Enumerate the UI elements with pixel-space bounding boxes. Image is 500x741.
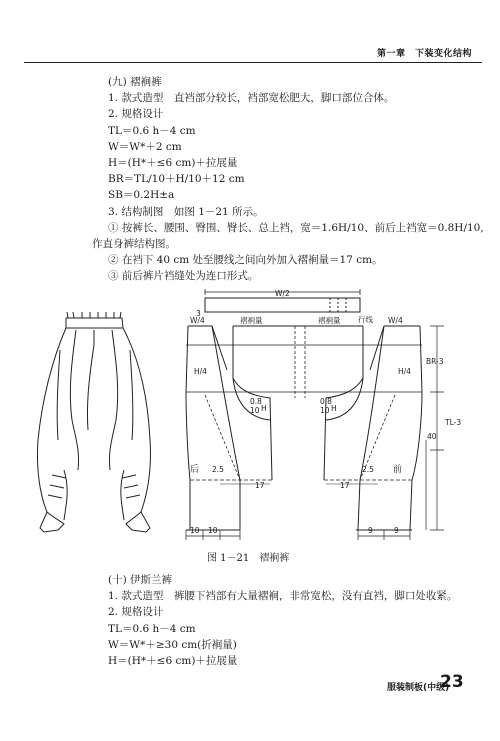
label-25-right: 2.5 xyxy=(362,465,374,474)
label-17-right: 17 xyxy=(340,481,350,490)
section-islamic-trousers xyxy=(108,572,468,669)
text-line: 作直身裤结构图。 xyxy=(92,238,176,251)
formula-line: BR＝TL/10＋H/10＋12 cm xyxy=(108,173,245,186)
label-w4-right: W/4 xyxy=(388,316,403,325)
pattern-figure xyxy=(0,282,500,542)
formula-line: TL＝0.6 h－4 cm xyxy=(108,124,196,137)
label-crotch-right-den: 10 xyxy=(320,406,330,415)
label-crotch-left-h: H xyxy=(261,404,267,413)
label-17-left: 17 xyxy=(255,481,265,490)
label-crotch-left-num: 0.8 xyxy=(250,397,262,406)
section-heading: (九) 褶裥裤 xyxy=(108,76,162,88)
label-back: 后 xyxy=(190,465,200,475)
running-header xyxy=(24,22,482,63)
chapter-title: 第一章 下装变化结构 xyxy=(376,49,472,59)
label-pleat-right: 褶裥量 xyxy=(318,316,341,325)
formula-line: TL＝0.6 h－4 cm xyxy=(108,622,196,635)
label-w2: W/2 xyxy=(275,289,290,298)
label-hem-left-a: 10 xyxy=(190,526,200,535)
label-h4-left: H/4 xyxy=(194,367,207,376)
page-number: 23 xyxy=(440,672,464,692)
label-40: 40 xyxy=(427,432,437,441)
figure-caption: 图 1－21 褶裥裤 xyxy=(207,553,290,564)
label-br3: BR-3 xyxy=(426,357,444,366)
trousers-illustration xyxy=(37,312,150,532)
text-line: 3. 结构制图 如图 1－21 所示。 xyxy=(108,205,264,218)
book-title-footer: 服装制板(中级) xyxy=(387,683,450,693)
pattern-draft xyxy=(186,289,444,540)
label-25-left: 2.5 xyxy=(212,465,224,474)
label-waistband-3: 3 xyxy=(196,309,201,318)
label-front: 前 xyxy=(393,465,403,475)
label-tl3: TL-3 xyxy=(445,418,462,427)
formula-line: W＝W*＋≥30 cm(折裥量) xyxy=(108,638,237,651)
label-h4-right: H/4 xyxy=(398,367,411,376)
label-pleat-left: 褶裥量 xyxy=(240,316,263,325)
text-line: ③ 前后裤片裆缝处为连口形式。 xyxy=(108,270,259,283)
formula-line: H＝(H*＋≤6 cm)＋拉展量 xyxy=(108,655,238,668)
label-crotch-right-num: 0.8 xyxy=(320,397,332,406)
text-line: ① 按裤长、腰围、臀围、臀长、总上裆，宽＝1.6H/10、前后上裆宽＝0.8H/10, xyxy=(108,221,484,234)
label-w4-left: W/4 xyxy=(190,316,205,325)
section-heading: (十) 伊斯兰裤 xyxy=(108,574,173,586)
formula-line: SB＝0.2H±a xyxy=(108,189,175,202)
label-hem-right-a: 9 xyxy=(368,526,373,535)
formula-line: H＝(H*＋≤6 cm)＋拉展量 xyxy=(108,157,238,170)
label-crotch-left-den: 10 xyxy=(250,406,260,415)
text-line: ② 在裆下 40 cm 处至腰线之间向外加入褶裥量＝17 cm。 xyxy=(108,254,383,267)
label-hem-right-b: 9 xyxy=(394,526,399,535)
text-line: 1. 款式造型 裤腰下裆部有大量褶裥，非常宽松，没有直裆，脚口处收紧。 xyxy=(108,590,458,603)
label-line: 行线 xyxy=(358,315,373,324)
text-line: 2. 规格设计 xyxy=(108,606,164,619)
section-pleated-trousers xyxy=(92,74,484,285)
label-hem-left-b: 10 xyxy=(208,526,218,535)
label-crotch-right-h: H xyxy=(331,404,337,413)
text-line: 1. 款式造型 直裆部分较长，裆部宽松肥大，脚口部位合体。 xyxy=(108,92,395,105)
formula-line: W＝W*＋2 cm xyxy=(108,140,182,153)
text-line: 2. 规格设计 xyxy=(108,108,164,121)
